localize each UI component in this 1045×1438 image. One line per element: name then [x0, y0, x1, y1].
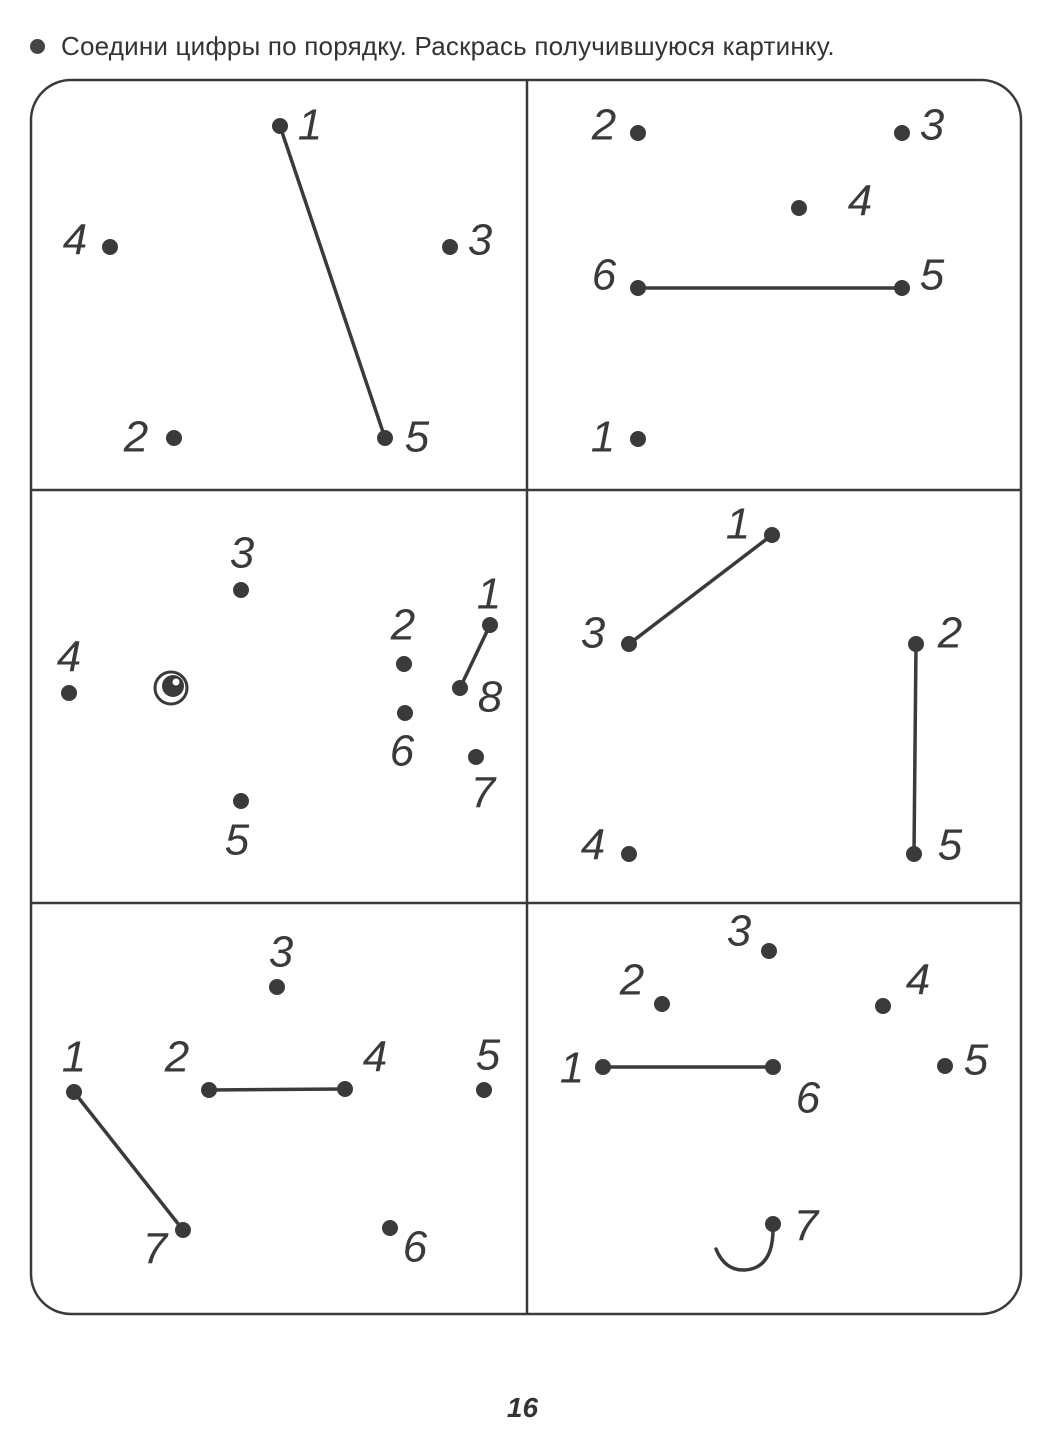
- dot-3: [621, 636, 637, 652]
- dot-label-1: 1: [590, 412, 616, 462]
- puzzle-3: [57, 529, 503, 865]
- dot-label-6: 6: [795, 1073, 821, 1123]
- puzzle-1: [63, 101, 493, 462]
- dot-1: [482, 617, 498, 633]
- dot-2: [201, 1082, 217, 1098]
- connect-line-2-4: [209, 1089, 345, 1090]
- dot-label-6: 6: [591, 250, 617, 300]
- puzzle-4: [581, 500, 963, 870]
- connect-line-3-1: [629, 535, 772, 644]
- dot-label-8: 8: [477, 672, 503, 722]
- dot-3: [894, 125, 910, 141]
- dot-1: [272, 118, 288, 134]
- dot-5: [906, 846, 922, 862]
- puzzles-layer: [57, 101, 989, 1274]
- dot-6: [765, 1059, 781, 1075]
- dot-label-4: 4: [56, 632, 82, 682]
- dot-label-3: 3: [268, 927, 294, 977]
- dot-label-2: 2: [123, 412, 149, 462]
- dot-label-1: 1: [297, 100, 323, 150]
- dot-label-2: 2: [619, 955, 645, 1005]
- dot-label-7: 7: [793, 1201, 819, 1251]
- dot-1: [764, 527, 780, 543]
- dot-7: [468, 749, 484, 765]
- dot-label-5: 5: [475, 1030, 501, 1080]
- puzzle-6: [560, 907, 989, 1270]
- dot-label-4: 4: [905, 955, 931, 1005]
- dot-label-2: 2: [390, 600, 416, 650]
- dot-label-5: 5: [404, 412, 430, 462]
- dot-label-4: 4: [847, 176, 873, 226]
- dot-1: [630, 431, 646, 447]
- dot-1: [66, 1084, 82, 1100]
- dot-2: [166, 430, 182, 446]
- dot-label-7: 7: [470, 768, 496, 818]
- page-number: 16: [506, 1392, 539, 1423]
- dot-label-6: 6: [389, 726, 415, 776]
- dot-label-3: 3: [467, 215, 493, 265]
- dot-8: [452, 680, 468, 696]
- dot-label-4: 4: [580, 820, 606, 870]
- dot-label-5: 5: [224, 815, 250, 865]
- dot-label-5: 5: [963, 1035, 989, 1085]
- eye-pupil: [162, 675, 184, 697]
- puzzle-5: [62, 928, 501, 1274]
- dot-4: [337, 1081, 353, 1097]
- dot-2: [630, 125, 646, 141]
- connect-line-2-5: [914, 644, 916, 854]
- dot-7: [175, 1222, 191, 1238]
- dot-label-1: 1: [61, 1032, 87, 1082]
- dot-4: [102, 239, 118, 255]
- dot-label-3: 3: [229, 528, 255, 578]
- puzzle-2: [591, 101, 945, 462]
- dot-3: [233, 582, 249, 598]
- instruction-text: Соедини цифры по порядку. Раскрась получившуюся картинку.: [61, 30, 835, 61]
- dot-5: [377, 430, 393, 446]
- dot-5: [476, 1082, 492, 1098]
- dot-2: [908, 636, 924, 652]
- dot-6: [630, 280, 646, 296]
- dot-label-2: 2: [937, 608, 963, 658]
- dot-3: [442, 239, 458, 255]
- dot-4: [791, 200, 807, 216]
- dot-label-2: 2: [591, 100, 617, 150]
- dot-5: [233, 793, 249, 809]
- connect-line-1-7: [74, 1092, 183, 1230]
- hook-curve: [716, 1226, 773, 1270]
- dot-2: [396, 656, 412, 672]
- dot-3: [269, 979, 285, 995]
- dot-label-1: 1: [476, 569, 502, 619]
- dot-1: [595, 1059, 611, 1075]
- dot-3: [761, 943, 777, 959]
- dot-label-4: 4: [62, 215, 88, 265]
- dot-label-7: 7: [142, 1224, 168, 1274]
- dot-4: [621, 846, 637, 862]
- dot-6: [397, 705, 413, 721]
- dot-6: [382, 1220, 398, 1236]
- dot-label-1: 1: [559, 1043, 585, 1093]
- eye-highlight: [173, 679, 180, 686]
- dot-4: [875, 998, 891, 1014]
- dot-label-1: 1: [725, 499, 751, 549]
- dot-5: [937, 1058, 953, 1074]
- dot-2: [654, 996, 670, 1012]
- dot-label-3: 3: [919, 100, 945, 150]
- dot-5: [894, 280, 910, 296]
- connect-line-1-5: [280, 126, 385, 438]
- dot-label-5: 5: [919, 250, 945, 300]
- dot-label-4: 4: [362, 1032, 388, 1082]
- dot-label-5: 5: [937, 820, 963, 870]
- dot-label-6: 6: [402, 1222, 428, 1272]
- dot-label-3: 3: [726, 906, 752, 956]
- dot-label-3: 3: [580, 608, 606, 658]
- dot-label-2: 2: [164, 1032, 190, 1082]
- dot-4: [61, 685, 77, 701]
